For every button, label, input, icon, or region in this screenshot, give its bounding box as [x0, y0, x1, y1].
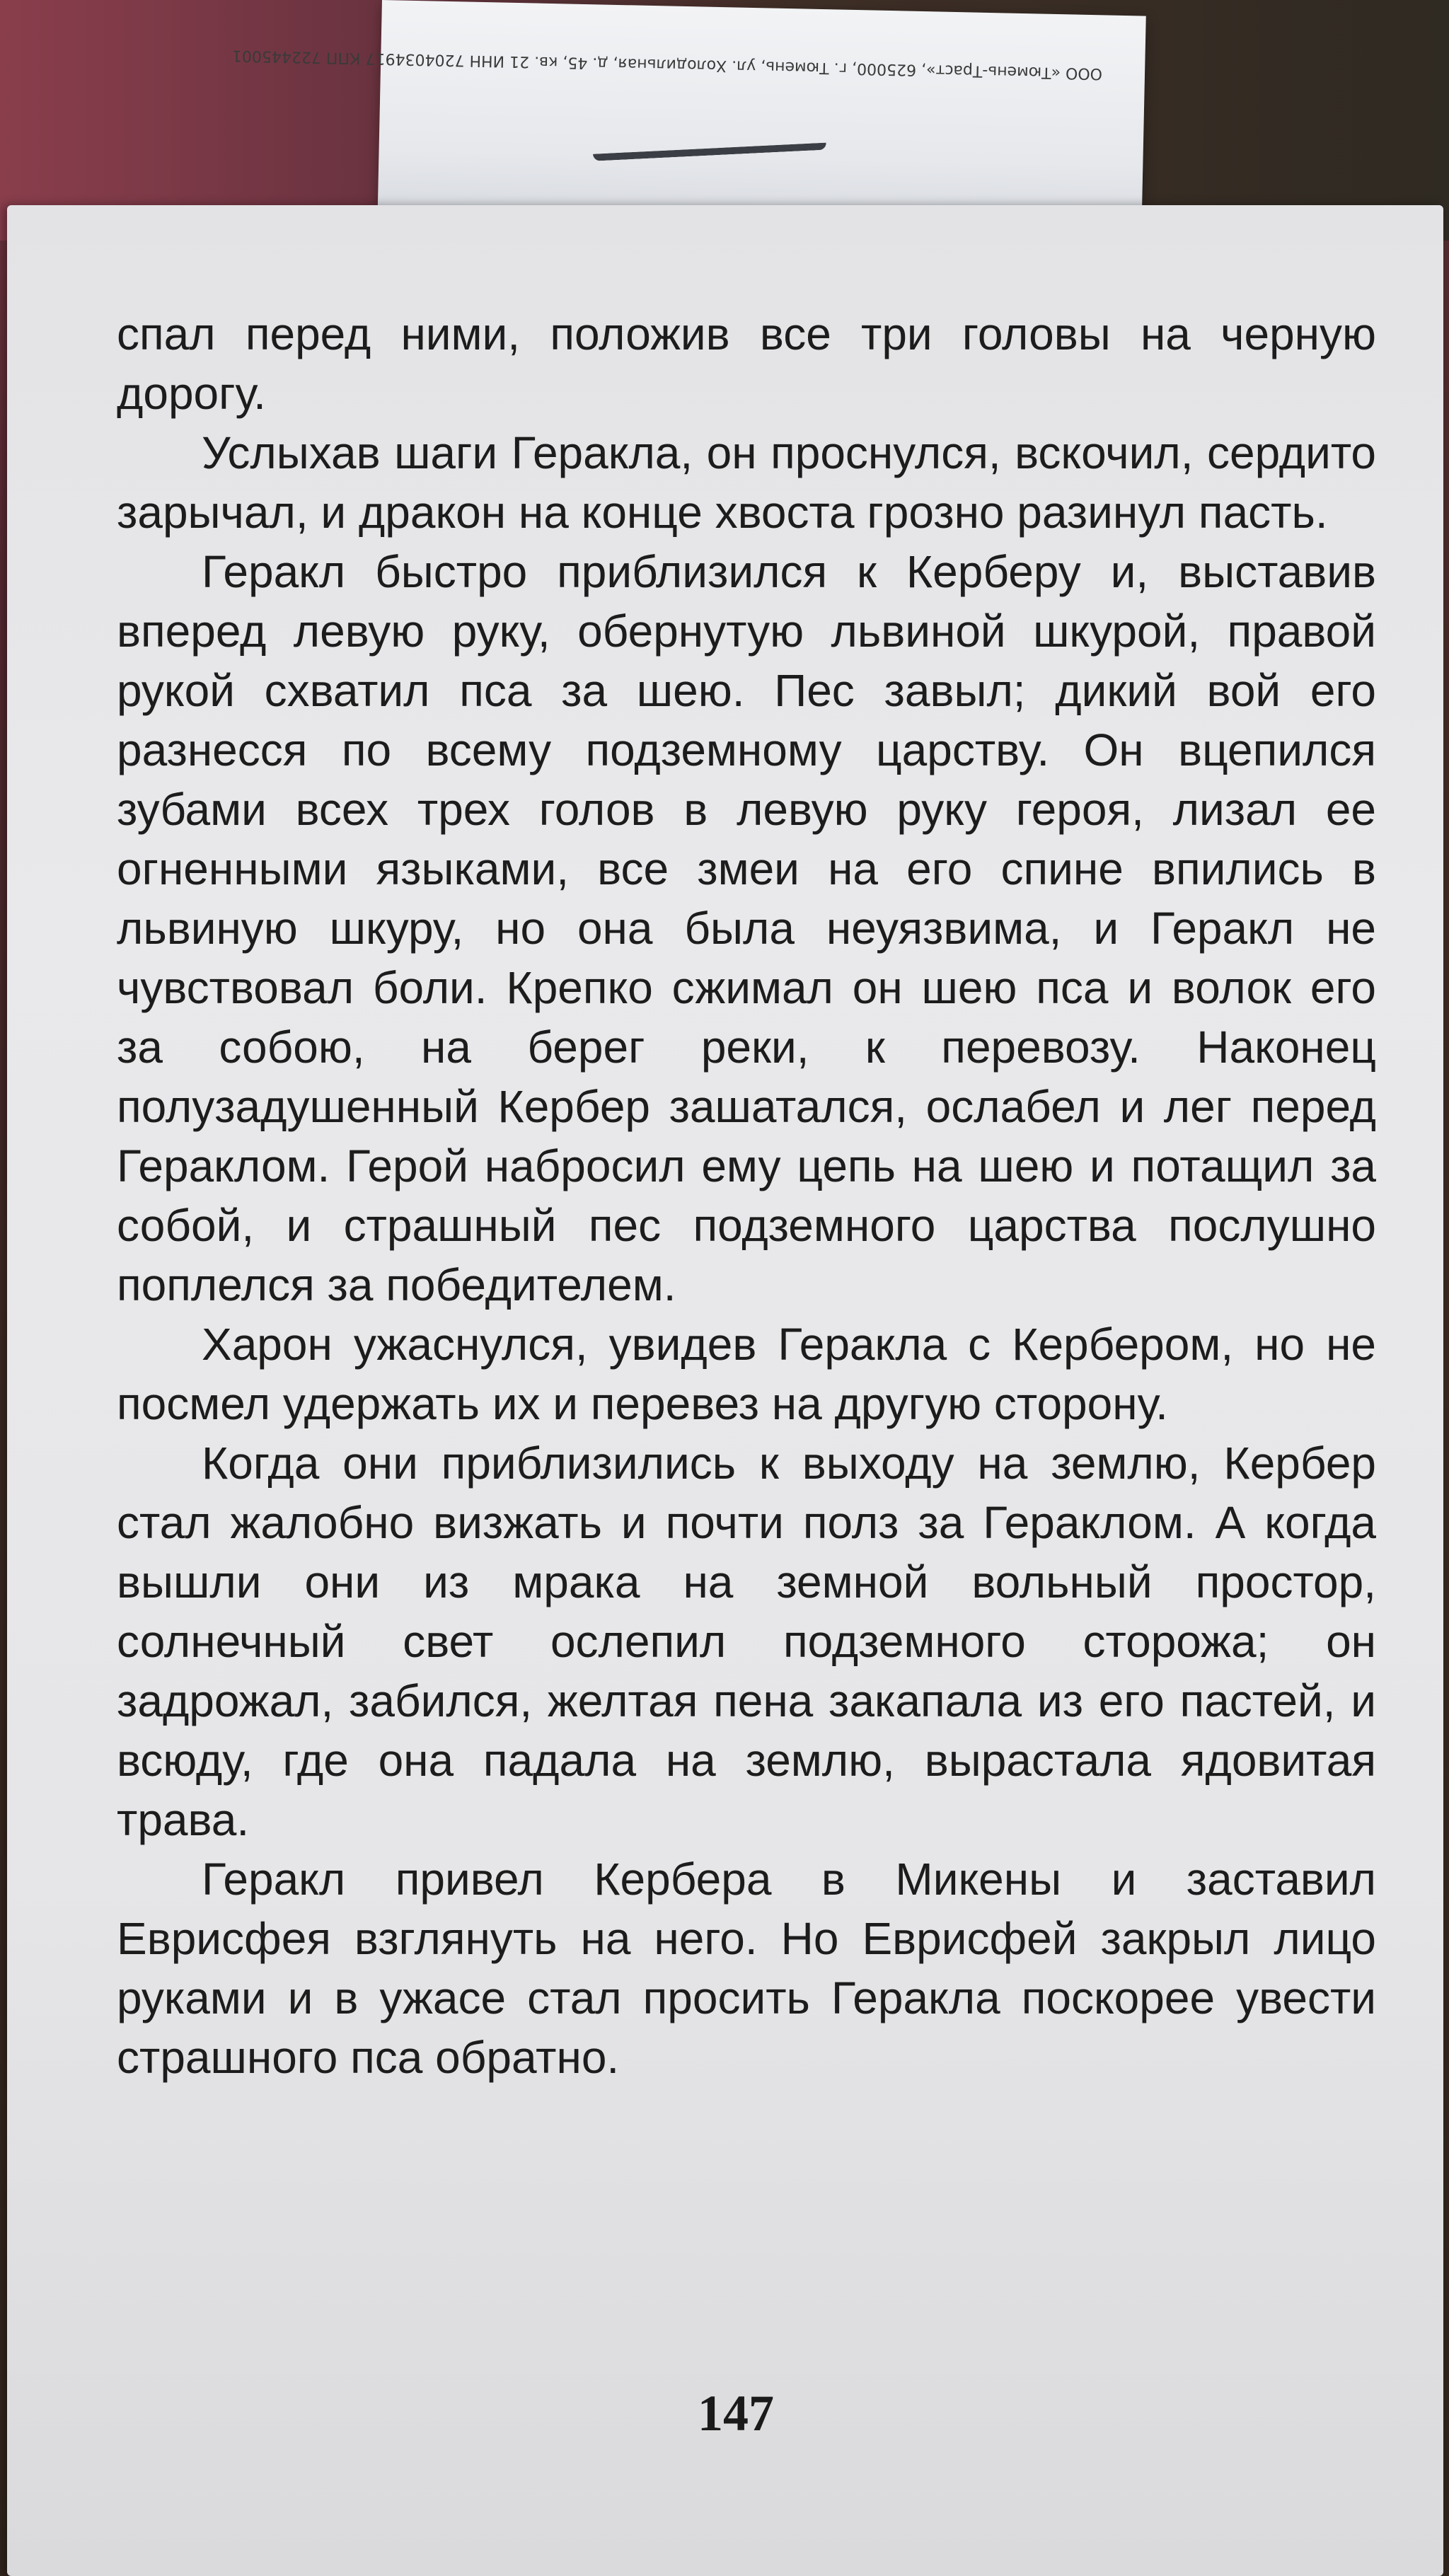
receipt-bookmark — [231, 0, 1146, 229]
paragraph: Геракл быстро приблизился к Керберу и, выставив вперед левую руку, обернутую львиной шкурой, правой рукой схватил пса за шею. Пес завыл; дикий вой его разнесся по всему подземному царству. Он вцепился зубами всех трех голов в левую руку героя, лизал ее огненными языками, все змеи на его спине впились в львиную шкуру, но она была неуязвима, и Геракл не чувствовал боли. Крепко сжимал он шею пса и волок его за собою, на берег реки, к перевозу. Наконец полузадушенный Кербер зашатался, ослабел и лег перед Гераклом. Герой набросил ему цепь на шею и потащил за собой, и страшный пес подземного царства послушно поплелся за победителем. — [117, 546, 1376, 1310]
receipt-fold-mark — [591, 93, 827, 161]
paragraph: Услыхав шаги Геракла, он проснулся, вскочил, сердито зарычал, и дракон на конце хвоста грозно разинул пасть. — [117, 427, 1376, 538]
page-text — [117, 304, 1376, 2087]
paragraph: Когда они приблизились к выходу на землю, Кербер стал жалобно визжать и почти полз за Гераклом. А когда вышли они из мрака на земной вольный простор, солнечный свет ослепил подземного сторожа; он задрожал, забился, желтая пена закапала из его пастей, и всюду, где она падала на землю, вырастала ядовитая трава. — [117, 1438, 1376, 1845]
page-number: 147 — [698, 2385, 774, 2442]
book-page — [7, 205, 1443, 2576]
receipt-text: ООО «Тюмень-Траст», 625000, г. Тюмень, ул. Холодильная, д. 45, кв. 21 ИНН 7204034917 КПП 722445001 — [231, 46, 1103, 83]
paragraph: Геракл привел Кербера в Микены и заставил Еврисфея взглянуть на него. Но Еврисфей закрыл лицо руками и в ужасе стал просить Геракла поскорее увести страшного пса обратно. — [117, 1854, 1376, 2083]
paragraph: Харон ужаснулся, увидев Геракла с Кербером, но не посмел удержать их и перевез на другую сторону. — [117, 1319, 1376, 1429]
paragraph: спал перед ними, положив все три головы на черную дорогу. — [117, 308, 1376, 419]
